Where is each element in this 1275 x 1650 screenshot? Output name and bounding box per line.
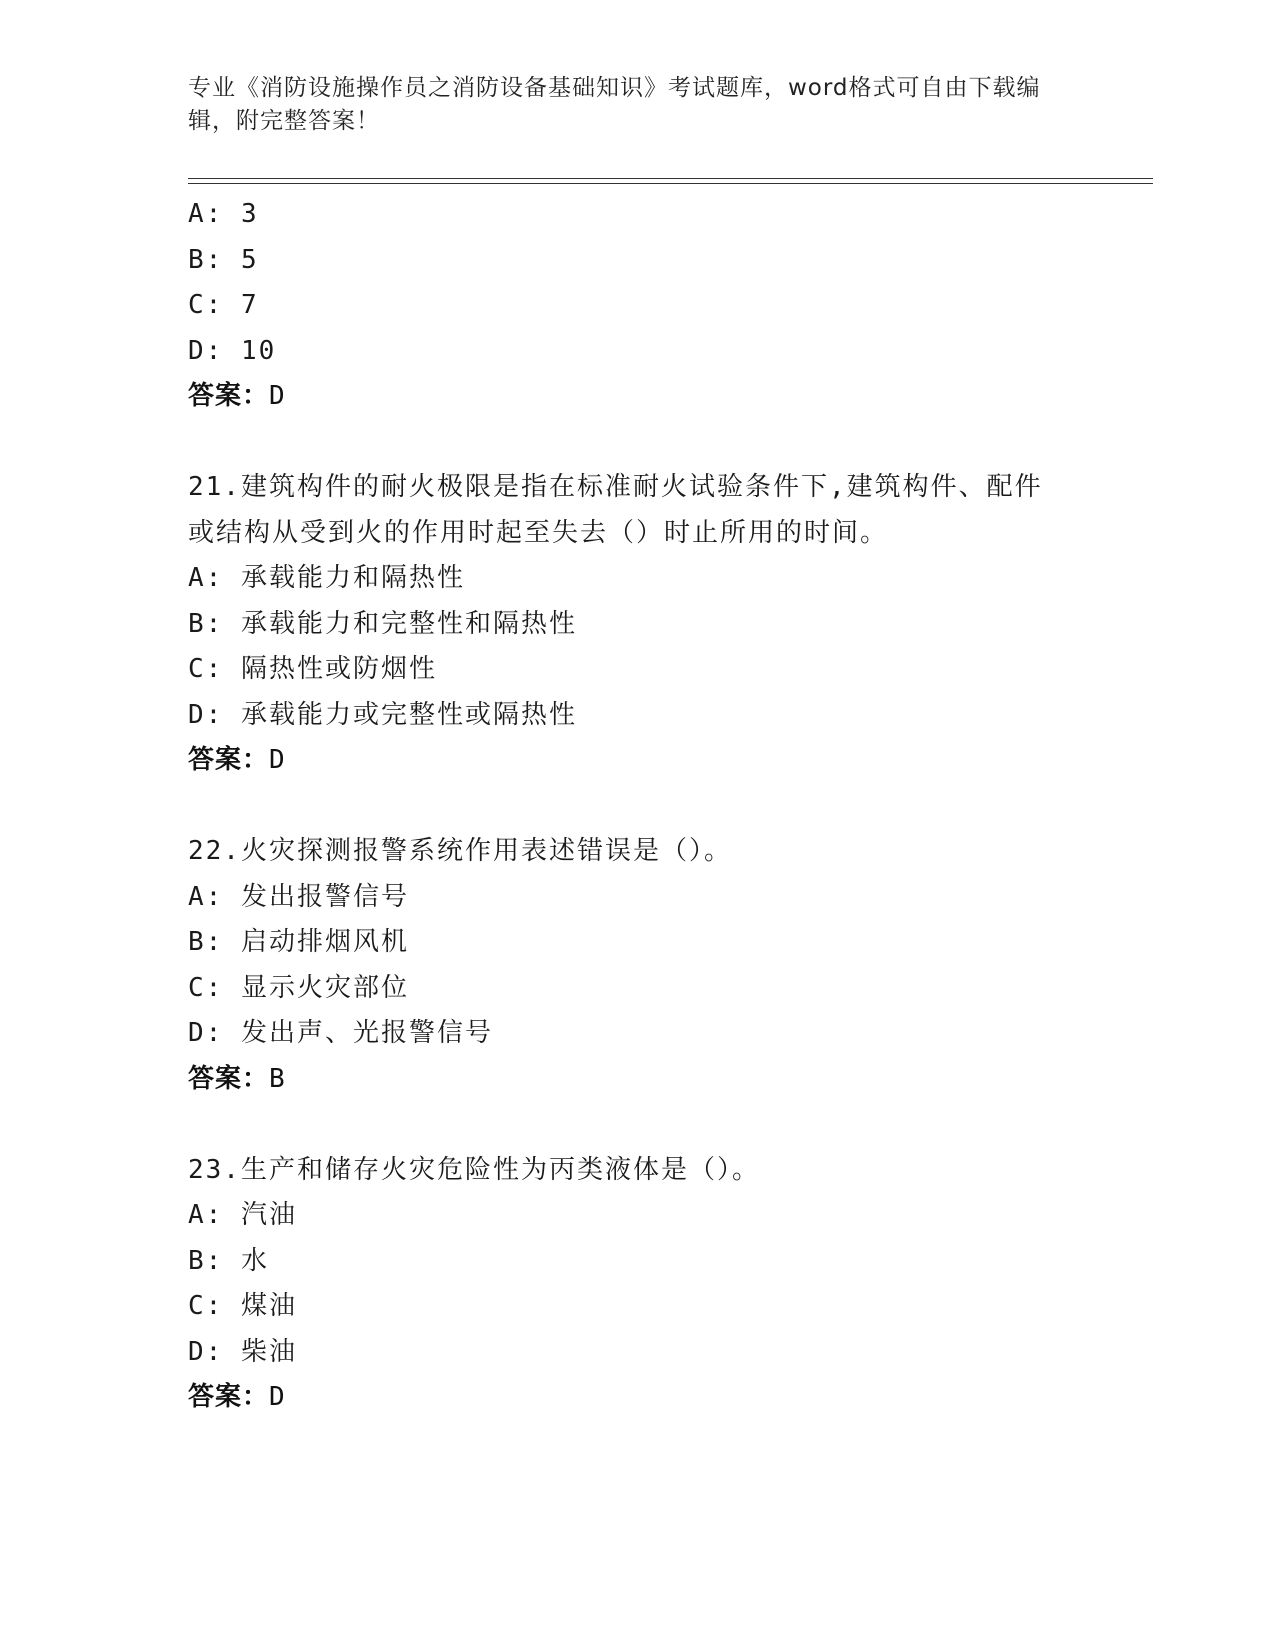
- option-c: C: 显示火灾部位: [188, 972, 409, 1003]
- option-b: B: 5: [188, 244, 259, 275]
- option-a: A: 发出报警信号: [188, 881, 409, 912]
- option-a: A: 汽油: [188, 1200, 297, 1230]
- question-list: [188, 192, 1068, 1421]
- option-b: B: 水: [188, 1245, 269, 1276]
- answer-label: 答案：: [188, 745, 270, 775]
- option-a: A: 3: [188, 199, 259, 229]
- answer-label: 答案：: [188, 1063, 270, 1094]
- question-block-22: [188, 829, 1068, 1102]
- block-spacer: [188, 1102, 1068, 1148]
- option-a: A: 承载能力和隔热性: [188, 563, 465, 593]
- question-block-21: [188, 465, 1068, 784]
- document-header: 专业《消防设施操作员之消防设备基础知识》考试题库，word格式可自由下载编辑，附完整答案！: [188, 75, 1041, 134]
- option-c: C: 煤油: [188, 1291, 297, 1321]
- option-d: D: 柴油: [188, 1336, 297, 1367]
- question-text: 23.生产和储存火灾危险性为丙类液体是（）。: [188, 1154, 760, 1185]
- answer-line: [188, 1057, 1068, 1103]
- option-c: C: 隔热性或防烟性: [188, 654, 437, 684]
- question-block-20: [188, 192, 1068, 420]
- answer-label: 答案：: [188, 381, 270, 411]
- option-d: D: 10: [188, 335, 277, 366]
- option-c: C: 7: [188, 290, 259, 320]
- block-spacer: [188, 784, 1068, 830]
- answer-value: B: [269, 1063, 286, 1094]
- answer-value: D: [269, 381, 286, 411]
- answer-line: [188, 738, 1068, 784]
- question-text: 22.火灾探测报警系统作用表述错误是（）。: [188, 836, 732, 866]
- answer-label: 答案：: [188, 1382, 270, 1412]
- answer-value: D: [269, 745, 286, 775]
- question-block-23: [188, 1148, 1068, 1421]
- option-b: B: 承载能力和完整性和隔热性: [188, 608, 577, 639]
- header-divider-top: [188, 178, 1153, 179]
- answer-value: D: [269, 1382, 286, 1412]
- question-text: 21.建筑构件的耐火极限是指在标准耐火试验条件下,建筑构件、配件或结构从受到火的作用时起至失去（）时止所用的时间。: [188, 472, 1043, 548]
- option-d: D: 承载能力或完整性或隔热性: [188, 699, 577, 730]
- option-b: B: 启动排烟风机: [188, 927, 409, 957]
- block-spacer: [188, 420, 1068, 466]
- header-divider-bottom: [188, 183, 1153, 184]
- answer-line: [188, 374, 1068, 420]
- option-d: D: 发出声、光报警信号: [188, 1018, 493, 1048]
- answer-line: [188, 1375, 1068, 1421]
